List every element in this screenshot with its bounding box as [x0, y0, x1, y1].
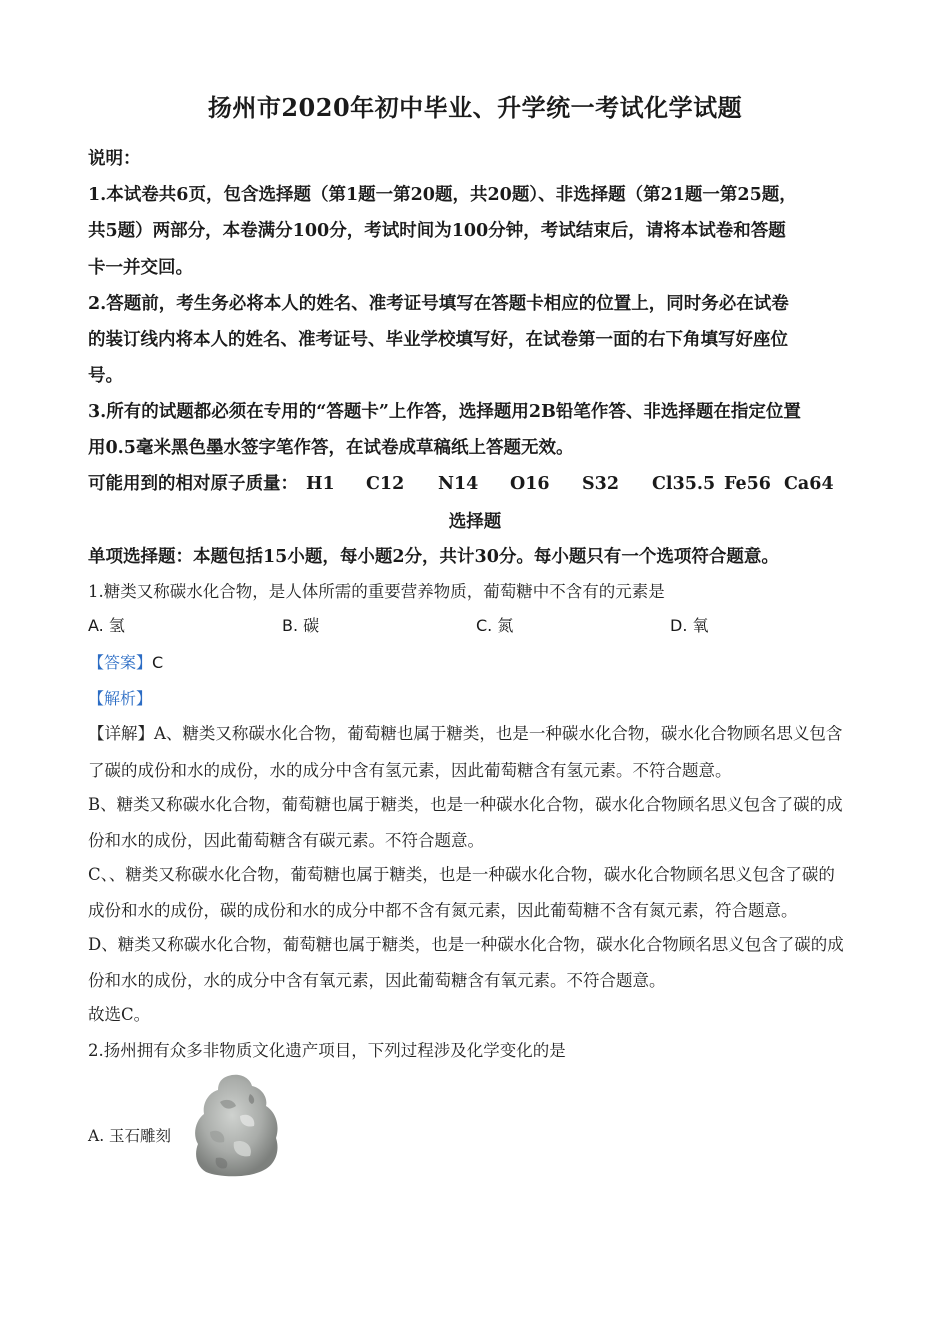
answer-value: C — [152, 653, 164, 672]
instruction-line: 卡一并交回。 — [88, 258, 193, 278]
atomic-masses-label: 可能用到的相对原子质量： — [88, 474, 298, 494]
atomic-mass: Fe56 — [724, 474, 771, 494]
atomic-masses-line — [88, 470, 834, 495]
detail-line: D、糖类又称碳水化合物，葡萄糖也属于糖类，也是一种碳水化合物，碳水化合物顾名思义包含了碳的成 — [88, 935, 844, 954]
detail-line: 份和水的成份，水的成分中含有氧元素，因此葡萄糖含有氧元素。不符合题意。 — [88, 971, 666, 990]
instruction-line: 1.本试卷共6页，包含选择题（第1题一第20题，共20题）、非选择题（第21题一第25题， — [88, 185, 797, 205]
question-1-stem: 1.糖类又称碳水化合物，是人体所需的重要营养物质，葡萄糖中不含有的元素是 — [88, 582, 665, 601]
instruction-line: 2.答题前，考生务必将本人的姓名、准考证号填写在答题卡相应的位置上，同时务必在试卷 — [88, 294, 789, 314]
conclusion: 故选C。 — [88, 1005, 151, 1024]
atomic-mass: Ca64 — [784, 474, 834, 494]
atomic-mass: S32 — [582, 474, 619, 494]
answer-tag: 【答案】 — [88, 653, 153, 672]
page-title: 扬州市2020年初中毕业、升学统一考试化学试题 — [207, 93, 743, 122]
detail-line: C、、糖类又称碳水化合物，葡萄糖也属于糖类，也是一种碳水化合物，碳水化合物顾名思义包含了碳的 — [88, 865, 835, 884]
instructions-heading: 说明： — [88, 149, 141, 169]
atomic-mass: O16 — [510, 474, 550, 494]
atomic-mass: H1 — [306, 474, 335, 494]
atomic-mass: N14 — [438, 474, 479, 494]
detail-tag: 【详解】 — [88, 724, 154, 743]
q1-answer — [88, 650, 163, 673]
atomic-mass: Cl35.5 — [652, 474, 716, 494]
section-title: 选择题 — [448, 512, 502, 532]
detail-line — [88, 720, 842, 744]
detail-line: B、糖类又称碳水化合物，葡萄糖也属于糖类，也是一种碳水化合物，碳水化合物顾名思义包含了碳的成 — [88, 795, 843, 814]
detail-text: A、糖类又称碳水化合物，葡萄糖也属于糖类，也是一种碳水化合物，碳水化合物顾名思义包含 — [154, 724, 843, 743]
detail-line: 了碳的成份和水的成份，水的成分中含有氢元素，因此葡萄糖含有氢元素。不符合题意。 — [88, 761, 732, 780]
instruction-line: 用0.5毫米黑色墨水签字笔作答，在试卷成草稿纸上答题无效。 — [88, 438, 574, 458]
detail-line: 份和水的成份，因此葡萄糖含有碳元素。不符合题意。 — [88, 831, 484, 850]
detail-line: 成份和水的成份，碳的成份和水的成分中都不含有氮元素，因此葡萄糖不含有氮元素，符合题意。 — [88, 901, 798, 920]
atomic-mass: C12 — [366, 474, 405, 494]
q2-option-a: A. 玉石雕刻 — [88, 1127, 172, 1145]
question-2-stem: 2.扬州拥有众多非物质文化遗产项目，下列过程涉及化学变化的是 — [88, 1041, 566, 1060]
analysis-tag: 【解析】 — [88, 689, 153, 708]
instruction-line: 共5题）两部分，本卷满分100分，考试时间为100分钟，考试结束后，请将本试卷和答题 — [88, 221, 786, 241]
q1-option-d: D. 氧 — [670, 616, 709, 635]
instruction-line: 的装订线内将本人的姓名、准考证号、毕业学校填写好，在试卷第一面的右下角填写好座位 — [88, 330, 788, 350]
q1-option-a: A. 氢 — [88, 616, 125, 635]
q1-option-c: C. 氮 — [476, 616, 514, 635]
q1-option-b: B. 碳 — [282, 616, 320, 635]
instruction-line: 号。 — [88, 366, 123, 386]
jade-carving-image — [190, 1072, 282, 1178]
section-intro: 单项选择题：本题包括15小题，每小题2分，共计30分。每小题只有一个选项符合题意。 — [88, 547, 779, 567]
instruction-line: 3.所有的试题都必须在专用的“答题卡”上作答，选择题用2B铅笔作答、非选择题在指定位置 — [88, 402, 801, 422]
